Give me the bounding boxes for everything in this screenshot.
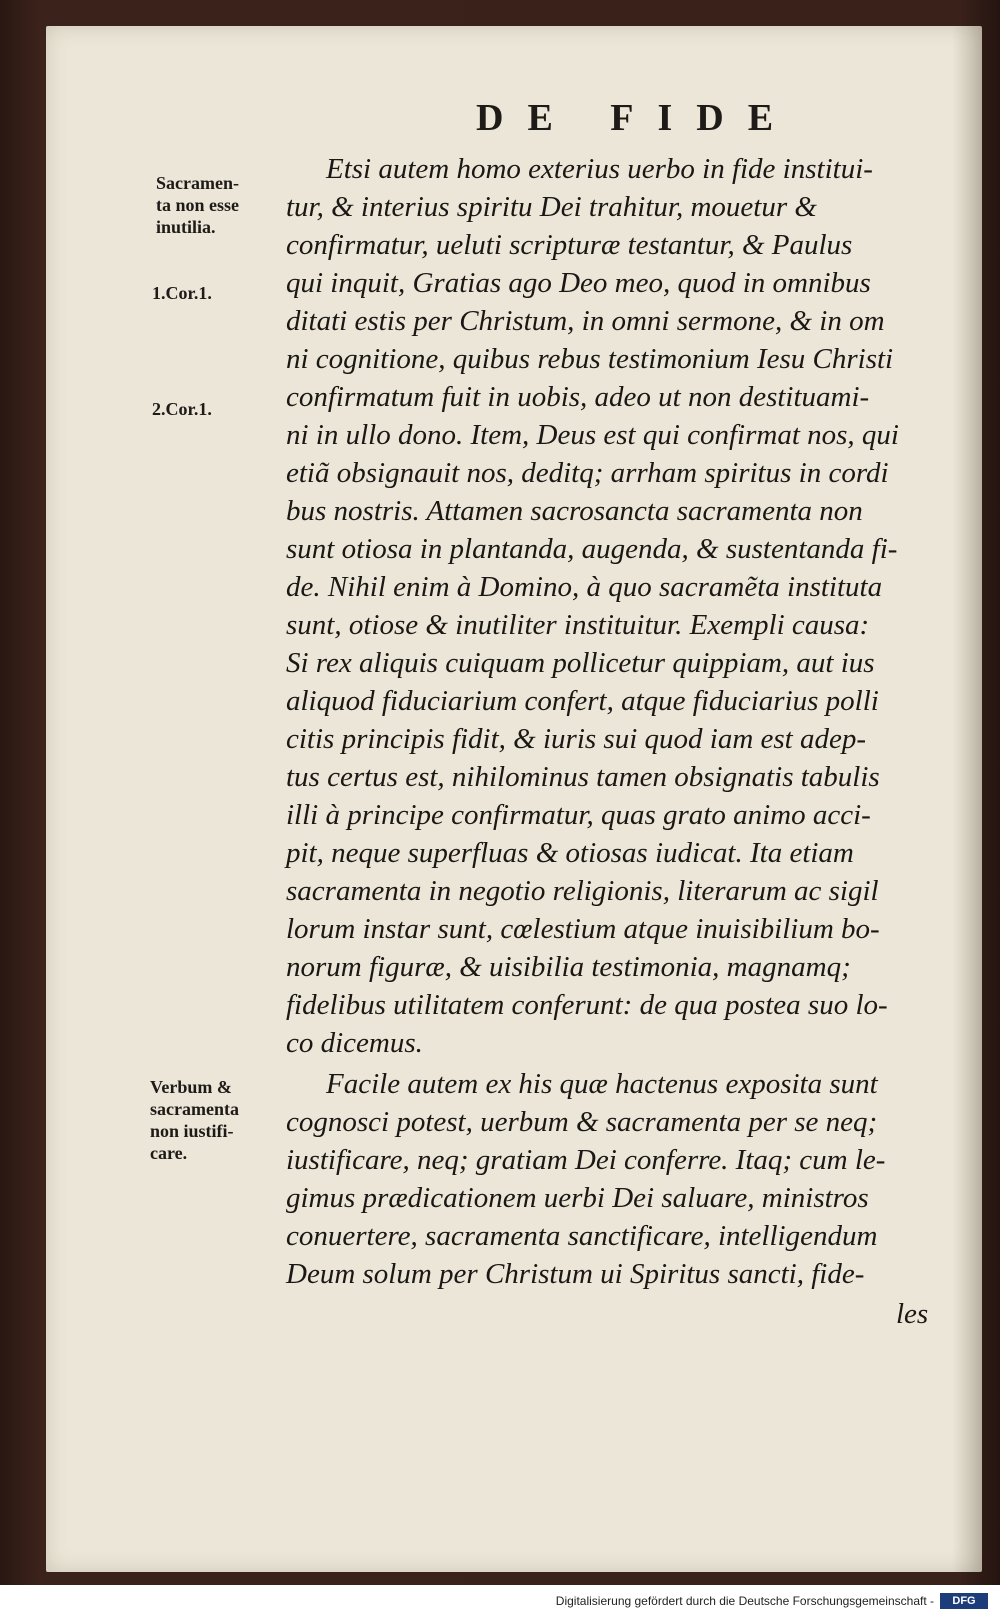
text-line: aliquod fiduciarium confert, atque fiduciarius polli [286, 685, 879, 717]
text-line: de. Nihil enim à Domino, à quo sacramẽta instituta [286, 571, 883, 603]
text-line: pit, neque superfluas & otiosas iudicat. Ita etiam [286, 837, 854, 869]
catchword: les [896, 1298, 929, 1330]
margin-note-line: Verbum & [150, 1077, 232, 1097]
margin-note-line: 1.Cor.1. [152, 283, 212, 303]
margin-note-line: ta non esse [156, 195, 240, 215]
text-line: iustificare, neq; gratiam Dei conferre. Itaq; cum le- [286, 1144, 886, 1176]
footer-credit: Digitalisierung gefördert durch die Deutsche Forschungsgemeinschaft - [555, 1594, 934, 1608]
text-line: ni cognitione, quibus rebus testimonium Iesu Christi [286, 343, 894, 375]
text-line: conuertere, sacramenta sanctificare, intelligendum [286, 1220, 878, 1252]
text-line: qui inquit, Gratias ago Deo meo, quod in omnibus [286, 267, 871, 299]
text-line: confirmatum fuit in uobis, adeo ut non destituami- [286, 381, 870, 413]
margin-note-line: Sacramen- [156, 173, 239, 193]
margin-note-line: non iustifi- [150, 1121, 234, 1141]
text-line: fidelibus utilitatem conferunt: de qua postea suo lo- [286, 989, 888, 1021]
text-line: citis principis fidit, & iuris sui quod iam est adep- [286, 723, 866, 755]
text-line: illi à principe confirmatur, quas grato animo acci- [286, 799, 871, 831]
book-page [46, 26, 982, 1572]
text-line: lorum instar sunt, cœlestium atque inuisibilium bo- [286, 913, 880, 945]
text-line: etiã obsignauit nos, deditq; arrham spiritus in cordi [286, 457, 889, 489]
text-line: Deum solum per Christum ui Spiritus sancti, fide- [286, 1258, 865, 1290]
text-line: tus certus est, nihilominus tamen obsignatis tabulis [286, 761, 880, 793]
text-line: confirmatur, ueluti scripturæ testantur, & Paulus [286, 229, 853, 261]
text-line: bus nostris. Attamen sacrosancta sacramenta non [286, 495, 863, 527]
text-line: co dicemus. [286, 1027, 423, 1059]
text-line: Etsi autem homo exterius uerbo in fide institui- [326, 153, 873, 185]
dfg-logo: DFG [940, 1593, 988, 1609]
text-line: ni in ullo dono. Item, Deus est qui confirmat nos, qui [286, 419, 899, 451]
text-line: ditati estis per Christum, in omni sermone, & in om [286, 305, 885, 337]
footer-bar [0, 1585, 1000, 1615]
margin-note-line: 2.Cor.1. [152, 399, 212, 419]
text-line: sunt, otiose & inutiliter instituitur. Exempli causa: [286, 609, 870, 641]
text-line: norum figuræ, & uisibilia testimonia, magnamq; [286, 951, 851, 983]
text-line: Si rex aliquis cuiquam pollicetur quippiam, aut ius [286, 647, 875, 679]
margin-note-line: sacramenta [150, 1099, 239, 1119]
text-line: sacramenta in negotio religionis, literarum ac sigil [286, 875, 879, 907]
text-line: gimus prædicationem uerbi Dei saluare, ministros [286, 1182, 869, 1214]
margin-note-line: care. [150, 1143, 188, 1163]
text-line: sunt otiosa in plantanda, augenda, & sustentanda fi- [286, 533, 898, 565]
text-line: tur, & interius spiritu Dei trahitur, mouetur & [286, 191, 817, 223]
running-head: DE FIDE [476, 97, 798, 139]
margin-note-line: inutilia. [156, 217, 216, 237]
text-line: Facile autem ex his quæ hactenus exposita sunt [326, 1068, 878, 1100]
text-line: cognosci potest, uerbum & sacramenta per se neq; [286, 1106, 878, 1138]
